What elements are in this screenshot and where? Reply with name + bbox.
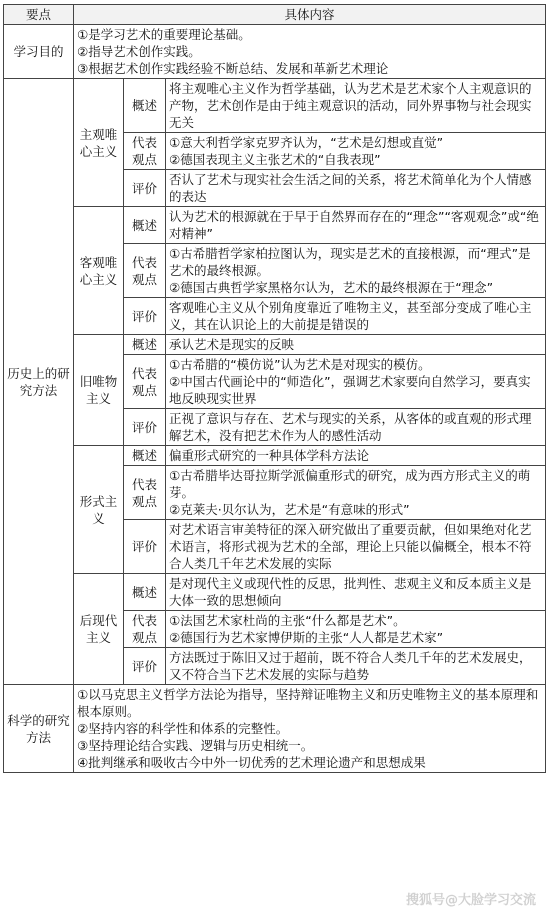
content-table xyxy=(3,4,546,773)
history-label: 历史上的研究方法 xyxy=(4,79,74,685)
rep-label: 代表观点 xyxy=(124,244,166,298)
rep-item: ①古希腊毕达哥拉斯学派偏重形式的研究，成为西方形式主义的萌芽。 xyxy=(169,468,531,500)
school-name: 主观唯心主义 xyxy=(74,79,124,207)
school-eval: 客观唯心主义从个别角度靠近了唯物主义，甚至部分变成了唯心主义，其在认识论上的大前提是错误的 xyxy=(166,298,546,335)
header-col-point: 要点 xyxy=(4,5,74,25)
school-eval: 否认了艺术与现实社会生活之间的关系，将艺术简单化为个人情感的表达 xyxy=(166,170,546,207)
overview-label: 概述 xyxy=(124,335,166,355)
eval-label: 评价 xyxy=(124,648,166,685)
table-row xyxy=(4,207,546,244)
school-name: 形式主义 xyxy=(74,446,124,574)
school-overview: 偏重形式研究的一种具体学科方法论 xyxy=(166,446,546,466)
overview-label: 概述 xyxy=(124,446,166,466)
school-name: 旧唯物主义 xyxy=(74,335,124,446)
science-item: ③坚持理论结合实践、逻辑与历史相统一。 xyxy=(77,738,314,753)
rep-item: ②德国行为艺术家博伊斯的主张“人人都是艺术家” xyxy=(169,630,444,645)
table-row-science xyxy=(4,685,546,773)
rep-item: ①意大利哲学家克罗齐认为，“艺术是幻想或直觉” xyxy=(169,135,444,150)
science-item: ②坚持内容的科学性和体系的完整性。 xyxy=(77,721,289,736)
rep-item: ①古希腊的“模仿说”认为艺术是对现实的模仿。 xyxy=(169,357,431,372)
school-eval: 对艺术语言审美特征的深入研究做出了重要贡献，但如果绝对化艺术语言，将形式视为艺术的全部，理论上只能以偏概全，根本不符合人类几千年艺术发展的实际 xyxy=(166,520,546,574)
rep-label: 代表观点 xyxy=(124,133,166,170)
rep-item: ①法国艺术家杜尚的主张“什么都是艺术”。 xyxy=(169,613,406,628)
overview-label: 概述 xyxy=(124,79,166,133)
rep-label: 代表观点 xyxy=(124,611,166,648)
science-item: ①以马克思主义哲学方法论为指导，坚持辩证唯物主义和历史唯物主义的基本原理和根本原则。 xyxy=(77,687,539,719)
table-row xyxy=(4,574,546,611)
eval-label: 评价 xyxy=(124,170,166,207)
table-row xyxy=(4,79,546,133)
rep-item: ②中国古代画论中的“师造化”，强调艺术家要向自然学习，要真实地反映现实世界 xyxy=(169,374,531,406)
rep-item: ①古希腊哲学家柏拉图认为，现实是艺术的直接根源，而“理式”是艺术的最终根源。 xyxy=(169,246,531,278)
school-overview: 是对现代主义或现代性的反思，批判性、悲观主义和反本质主义是大体一致的思想倾向 xyxy=(166,574,546,611)
purpose-item: ③根据艺术创作实践经验不断总结、发展和革新艺术理论 xyxy=(77,61,389,76)
school-reps xyxy=(166,611,546,648)
header-col-content: 具体内容 xyxy=(74,5,546,25)
school-name: 后现代主义 xyxy=(74,574,124,685)
rep-item: ②德国古典哲学家黑格尔认为，艺术的最终根源在于“理念” xyxy=(169,280,494,295)
eval-label: 评价 xyxy=(124,409,166,446)
school-overview: 将主观唯心主义作为哲学基础，认为艺术是艺术家个人主观意识的产物，艺术创作是由于纯主观意识的活动，同外界事物与社会现实无关 xyxy=(166,79,546,133)
rep-label: 代表观点 xyxy=(124,466,166,520)
purpose-item: ①是学习艺术的重要理论基础。 xyxy=(77,27,251,42)
purpose-item: ②指导艺术创作实践。 xyxy=(77,44,201,59)
eval-label: 评价 xyxy=(124,520,166,574)
table-row xyxy=(4,335,546,355)
school-overview: 认为艺术的根源就在于早于自然界而存在的“理念”“客观观念”或“绝对精神” xyxy=(166,207,546,244)
table-row xyxy=(4,446,546,466)
school-reps xyxy=(166,355,546,409)
rep-item: ②克莱夫·贝尔认为，艺术是“有意味的形式” xyxy=(169,502,410,517)
school-reps xyxy=(166,244,546,298)
overview-label: 概述 xyxy=(124,207,166,244)
science-item: ④批判继承和吸收古今中外一切优秀的艺术理论遗产和思想成果 xyxy=(77,755,426,770)
science-label: 科学的研究方法 xyxy=(4,685,74,773)
table-header xyxy=(4,5,546,25)
table-row-purpose xyxy=(4,25,546,79)
school-reps xyxy=(166,133,546,170)
purpose-content xyxy=(74,25,546,79)
rep-label: 代表观点 xyxy=(124,355,166,409)
eval-label: 评价 xyxy=(124,298,166,335)
school-eval: 方法既过于陈旧又过于超前，既不符合人类几千年的艺术发展史，又不符合当下艺术发展的实际与趋势 xyxy=(166,648,546,685)
school-name: 客观唯心主义 xyxy=(74,207,124,335)
purpose-label: 学习目的 xyxy=(4,25,74,79)
school-reps xyxy=(166,466,546,520)
rep-item: ②德国表现主义主张艺术的“自我表现” xyxy=(169,152,381,167)
science-content xyxy=(74,685,546,773)
watermark: 搜狐号@大脸学习交流 xyxy=(405,893,536,908)
school-overview: 承认艺术是现实的反映 xyxy=(166,335,546,355)
overview-label: 概述 xyxy=(124,574,166,611)
school-eval: 正视了意识与存在、艺术与现实的关系，从客体的或直观的形式理解艺术，没有把艺术作为人的感性活动 xyxy=(166,409,546,446)
